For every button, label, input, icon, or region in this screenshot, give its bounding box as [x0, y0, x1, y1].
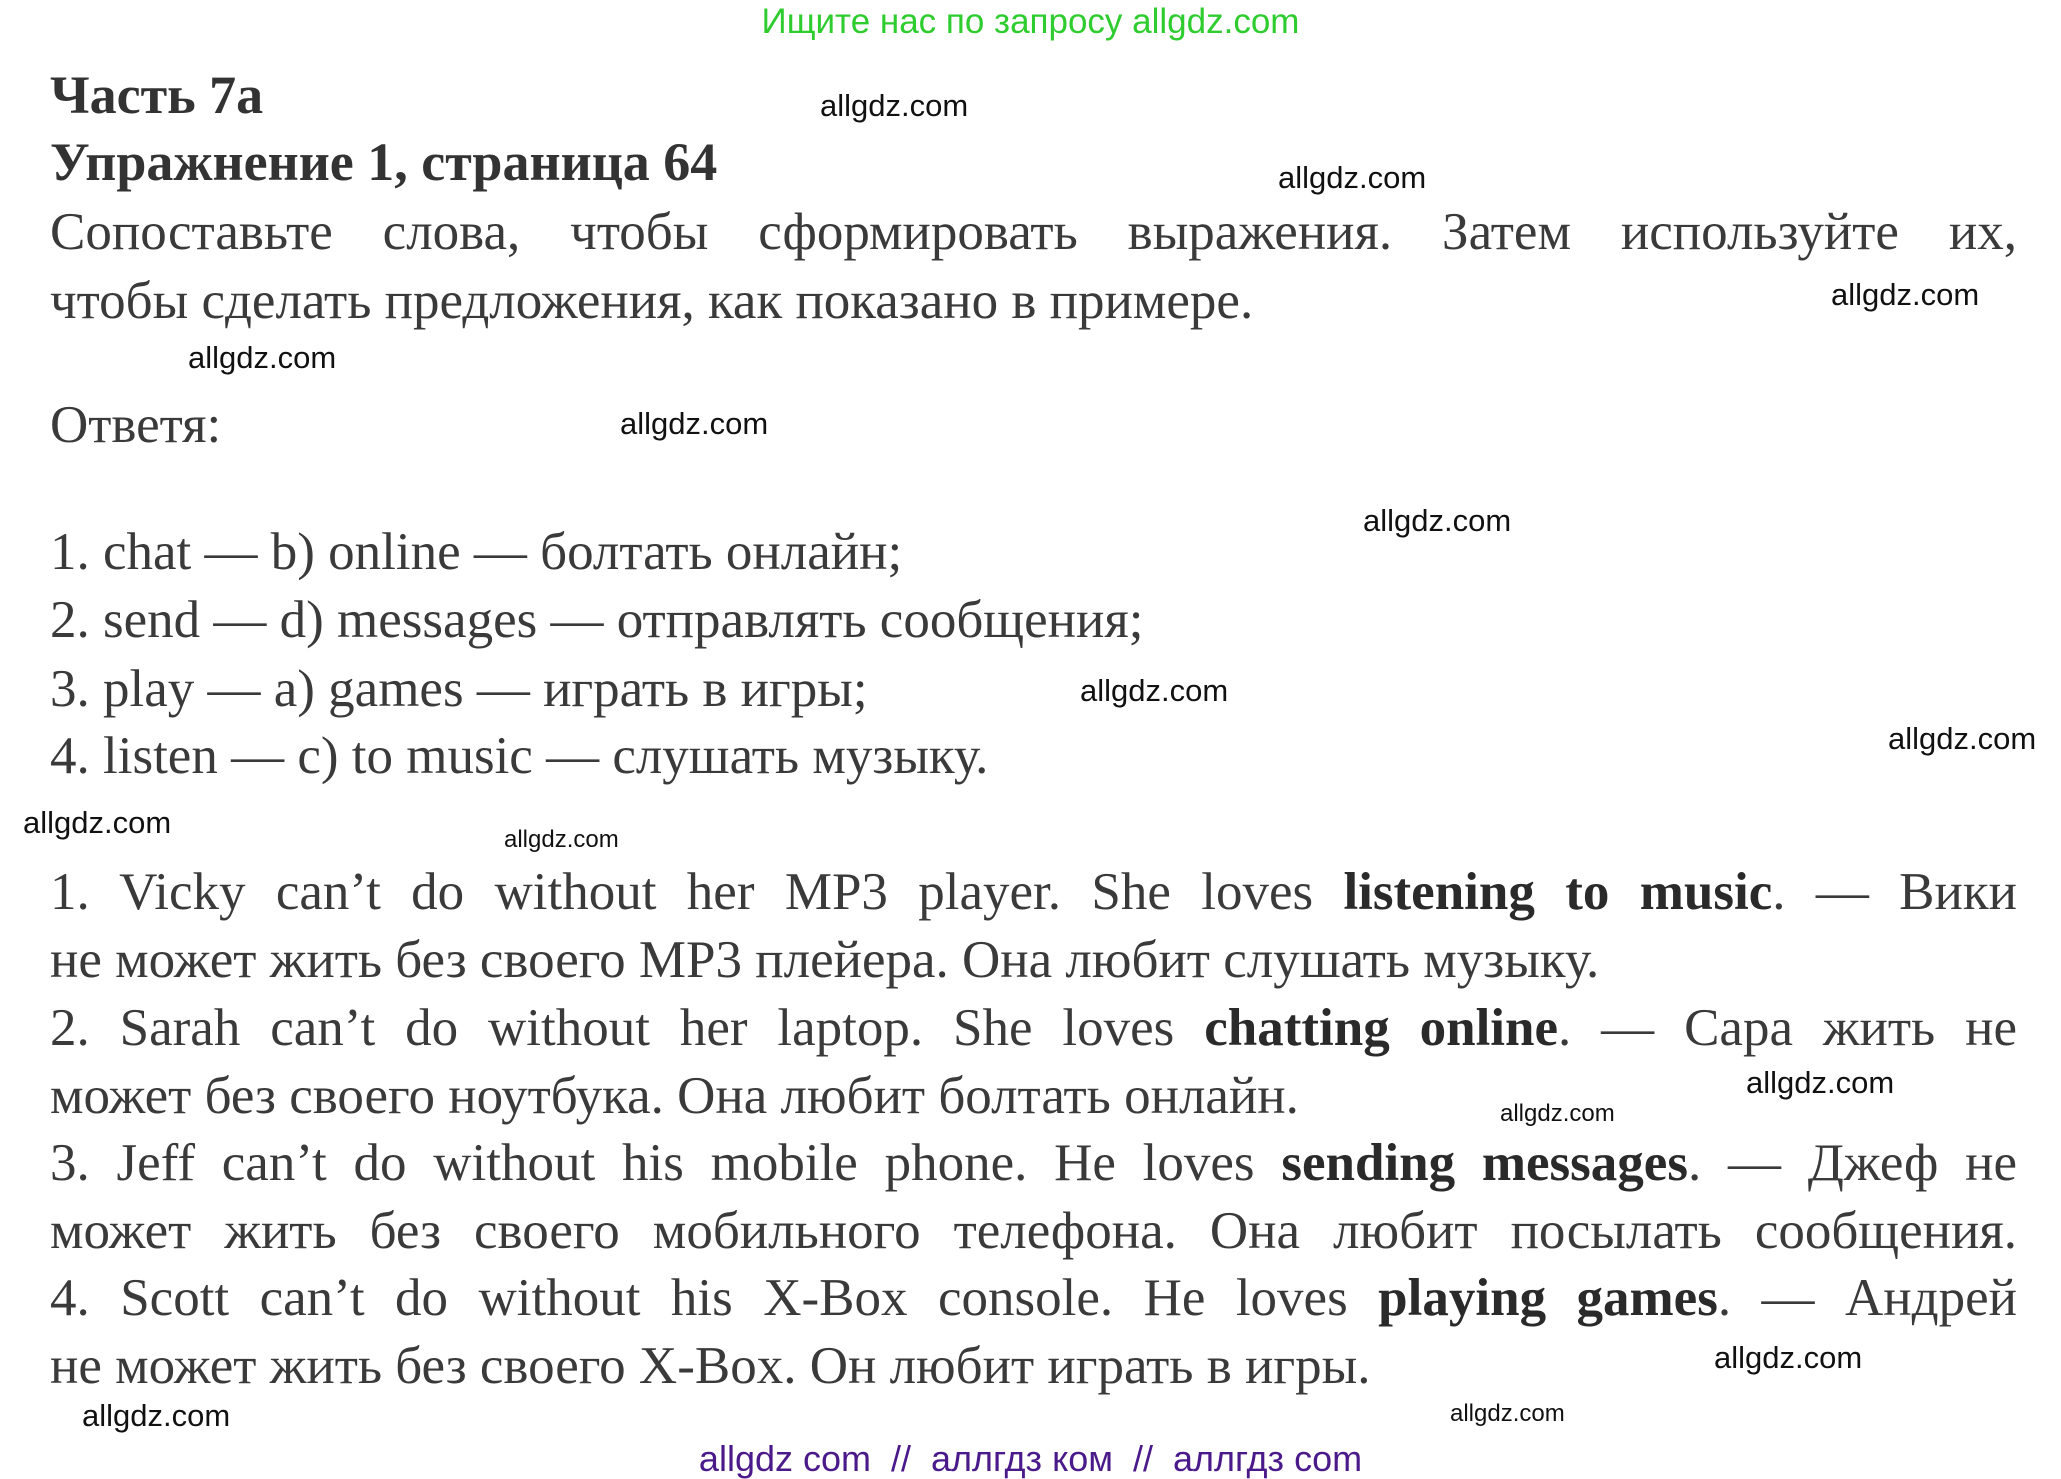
sentence-translation: может жить без своего мобильного телефона. Она любит посылать сообщения. — [50, 1202, 2017, 1260]
watermark: allgdz.com — [82, 1398, 231, 1433]
watermark: allgdz.com — [1888, 721, 2037, 756]
match-item: 1. chat — b) online — болтать онлайн; — [50, 523, 903, 581]
exercise-title: Упражнение 1, страница 64 — [50, 132, 718, 192]
sentence-line: 4. Scott can’t do without his X-Box console. He loves playing games. — Андрей — [50, 1269, 2018, 1327]
answers-label: Ответя: — [50, 396, 222, 454]
watermark: allgdz.com — [1746, 1065, 1895, 1100]
sentence-line: 3. Jeff can’t do without his mobile phone. He loves sending messages. — Джеф не — [50, 1134, 2017, 1192]
watermark: allgdz.com — [1714, 1340, 1863, 1375]
watermark: allgdz.com — [820, 88, 969, 123]
watermark: allgdz.com — [1831, 277, 1980, 312]
search-banner: Ищите нас по запросу allgdz.com — [761, 2, 1300, 41]
watermark: allgdz.com — [1450, 1400, 1565, 1427]
sentence-line: 2. Sarah can’t do without her laptop. She loves chatting online. — Сара жить не — [50, 999, 2017, 1057]
watermark: allgdz.com — [188, 340, 337, 375]
sentence-translation: не может жить без своего X-Box. Он любит играть в игры. — [50, 1337, 1371, 1395]
watermark: allgdz.com — [1080, 673, 1229, 708]
match-item: 3. play — a) games — играть в игры; — [50, 660, 868, 718]
footer-links: allgdz com // аллгдз ком // аллгдз com — [698, 1438, 1363, 1479]
instruction-line-1: Сопоставьте слова, чтобы сформировать выражения. Затем используйте их, — [50, 203, 2017, 261]
part-title: Часть 7a — [50, 65, 264, 125]
sentence-line: 1. Vicky can’t do without her MP3 player. She loves listening to music. — Вики — [50, 863, 2018, 921]
watermark: allgdz.com — [1278, 160, 1427, 195]
watermark: allgdz.com — [1363, 503, 1512, 538]
instruction-line-2: чтобы сделать предложения, как показано в примере. — [50, 272, 1254, 330]
watermark: allgdz.com — [23, 805, 172, 840]
match-item: 4. listen — c) to music — слушать музыку. — [50, 727, 989, 785]
sentence-translation: может без своего ноутбука. Она любит болтать онлайн. — [50, 1067, 1299, 1125]
watermark: allgdz.com — [504, 826, 619, 853]
sentence-translation: не может жить без своего MP3 плейера. Она любит слушать музыку. — [50, 931, 1600, 989]
match-item: 2. send — d) messages — отправлять сообщения; — [50, 591, 1144, 649]
watermark: allgdz.com — [620, 406, 769, 441]
watermark: allgdz.com — [1500, 1100, 1615, 1127]
